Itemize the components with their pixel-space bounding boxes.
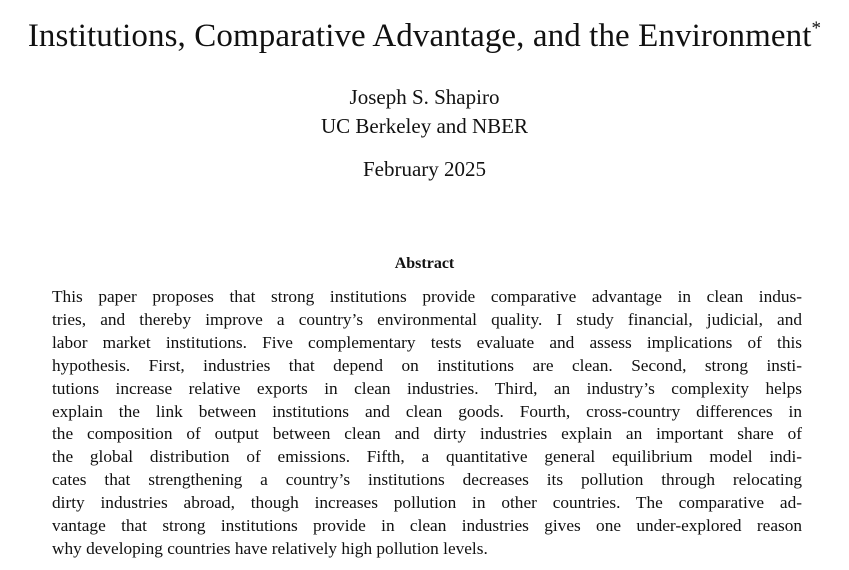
abstract-line: vantage that strong institutions provide in clean industries gives one under-explored reason bbox=[52, 516, 802, 536]
abstract-line: cates that strengthening a country’s institutions decreases its pollution through relocating bbox=[52, 470, 802, 490]
paper-title-text: Institutions, Comparative Advantage, and the Environment bbox=[27, 18, 812, 54]
title-footnote-mark: * bbox=[811, 18, 822, 39]
abstract-line: tries, and thereby improve a country’s environmental quality. I study financial, judicial, and bbox=[52, 309, 802, 329]
paper-title bbox=[0, 14, 849, 58]
publication-date: February 2025 bbox=[362, 157, 487, 181]
abstract-body bbox=[52, 286, 802, 561]
abstract-line: tutions increase relative exports in clean industries. Third, an industry’s complexity helps bbox=[52, 378, 802, 398]
abstract-line: hypothesis. First, industries that depend on institutions are clean. Second, strong insti- bbox=[52, 355, 802, 375]
abstract-line: This paper proposes that strong institutions provide comparative advantage in clean indus- bbox=[52, 287, 802, 306]
abstract-line: the composition of output between clean and dirty industries explain an important share of bbox=[52, 424, 802, 444]
author-name: Joseph S. Shapiro bbox=[349, 85, 500, 109]
abstract-heading: Abstract bbox=[394, 255, 455, 272]
abstract-line: explain the link between institutions and clean goods. Fourth, cross-country differences in bbox=[52, 401, 802, 421]
abstract-line: labor market institutions. Five complementary tests evaluate and assess implications of this bbox=[52, 332, 802, 352]
abstract-line: the global distribution of emissions. Fifth, a quantitative general equilibrium model indi- bbox=[52, 447, 802, 467]
abstract-line: dirty industries abroad, though increases pollution in other countries. The comparative ad- bbox=[52, 493, 802, 513]
abstract-line: why developing countries have relatively high pollution levels. bbox=[52, 538, 488, 558]
author-affiliation: UC Berkeley and NBER bbox=[320, 114, 529, 138]
